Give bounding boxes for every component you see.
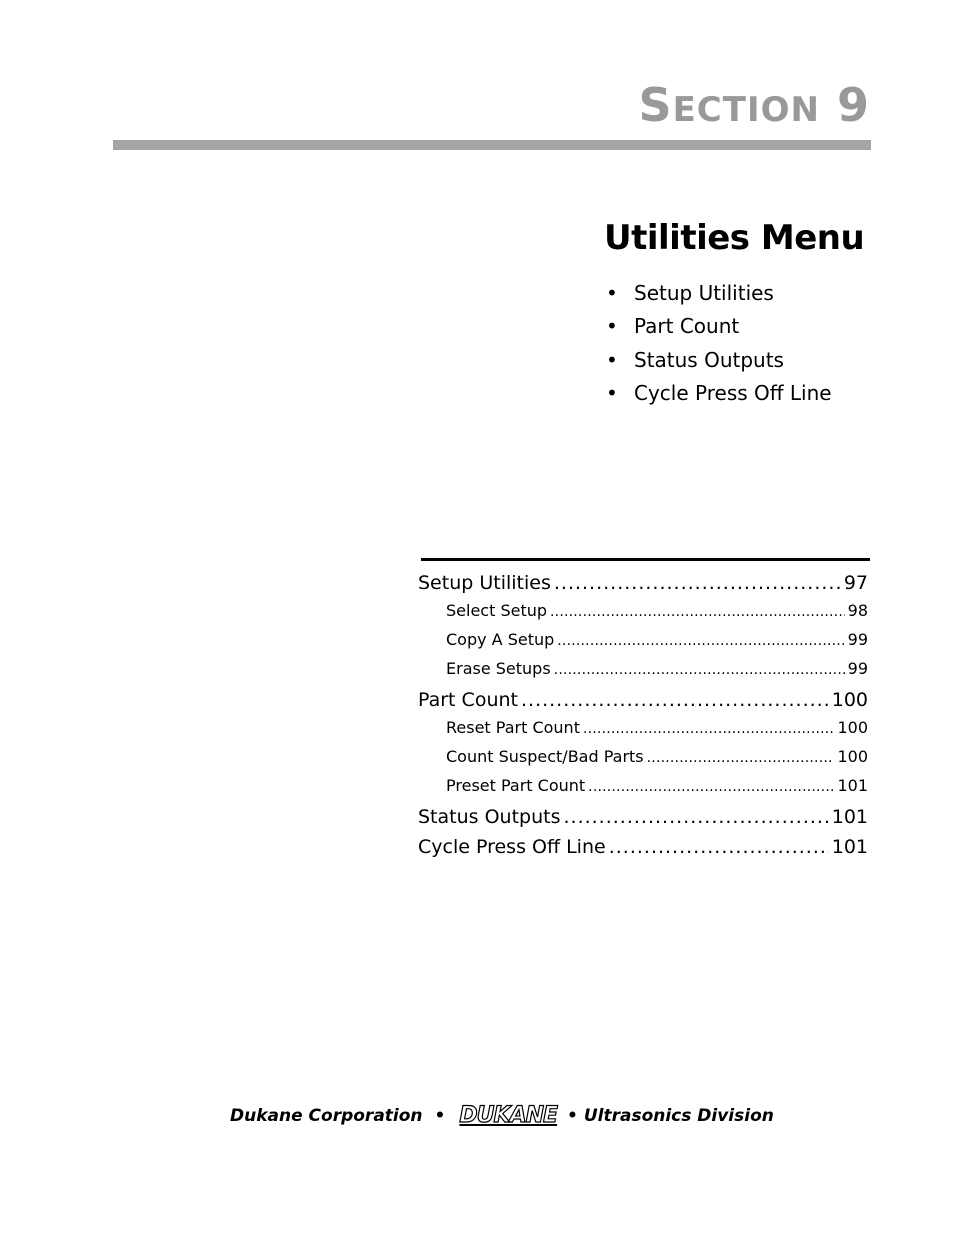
toc-leader (563, 806, 828, 828)
toc-label: Part Count (418, 689, 518, 711)
table-of-contents (418, 570, 868, 864)
toc-label: Select Setup (446, 601, 548, 620)
toc-label: Preset Part Count (446, 776, 586, 795)
toc-page: 99 (847, 659, 868, 678)
toc-page: 101 (831, 806, 868, 828)
toc-entry[interactable] (418, 658, 868, 687)
toc-entry[interactable] (418, 746, 868, 775)
bullet-item (606, 377, 832, 411)
toc-leader (588, 776, 834, 795)
bullet-glyph: • (606, 314, 618, 339)
toc-leader (647, 747, 835, 766)
toc-entry[interactable] (418, 629, 868, 658)
toc-leader (550, 601, 845, 620)
toc-label: Status Outputs (418, 806, 561, 828)
toc-rule (421, 558, 870, 561)
toc-page: 97 (843, 572, 868, 594)
toc-label: Count Suspect/Bad Parts (446, 747, 644, 766)
footer-division: • Ultrasonics Division (567, 1105, 774, 1126)
bullet-text: Part Count (634, 314, 740, 339)
toc-page: 98 (847, 601, 868, 620)
section-heading-cap: S (638, 78, 673, 132)
toc-entry[interactable] (418, 804, 868, 834)
toc-leader (554, 659, 845, 678)
chapter-bullet-list (606, 276, 832, 410)
bullet-item (606, 343, 832, 377)
section-heading (638, 78, 870, 132)
toc-label: Cycle Press Off Line (418, 836, 606, 858)
toc-page: 101 (837, 776, 868, 795)
toc-label: Copy A Setup (446, 630, 555, 649)
toc-entry[interactable] (418, 834, 868, 864)
chapter-title: Utilities Menu (604, 218, 865, 258)
toc-entry[interactable] (418, 717, 868, 746)
toc-label: Erase Setups (446, 659, 551, 678)
bullet-text: Status Outputs (634, 347, 784, 372)
toc-entry[interactable] (418, 570, 868, 600)
toc-label: Setup Utilities (418, 572, 551, 594)
bullet-glyph: • (606, 381, 618, 406)
toc-entry[interactable] (418, 687, 868, 717)
toc-leader (609, 836, 829, 858)
toc-leader (583, 718, 834, 737)
footer-company: Dukane Corporation (230, 1105, 423, 1126)
bullet-item (606, 276, 832, 310)
bullet-text: Setup Utilities (634, 280, 774, 305)
section-rule (113, 140, 871, 150)
bullet-text: Cycle Press Off Line (634, 381, 832, 406)
toc-page: 99 (847, 630, 868, 649)
toc-page: 100 (831, 689, 868, 711)
toc-leader (557, 630, 844, 649)
toc-entry[interactable] (418, 775, 868, 804)
toc-page: 101 (831, 836, 868, 858)
toc-page: 100 (837, 747, 868, 766)
toc-entry[interactable] (418, 600, 868, 629)
bullet-item (606, 310, 832, 344)
footer-separator: • (434, 1105, 446, 1126)
toc-leader (554, 572, 841, 594)
section-heading-rest: ECTION (672, 90, 820, 130)
toc-leader (521, 689, 829, 711)
dukane-logo-icon: DUKANE (459, 1103, 558, 1128)
bullet-glyph: • (606, 280, 618, 305)
toc-page: 100 (837, 718, 868, 737)
toc-label: Reset Part Count (446, 718, 580, 737)
section-number: 9 (836, 78, 870, 132)
bullet-glyph: • (606, 347, 618, 372)
page-footer (230, 1103, 774, 1128)
